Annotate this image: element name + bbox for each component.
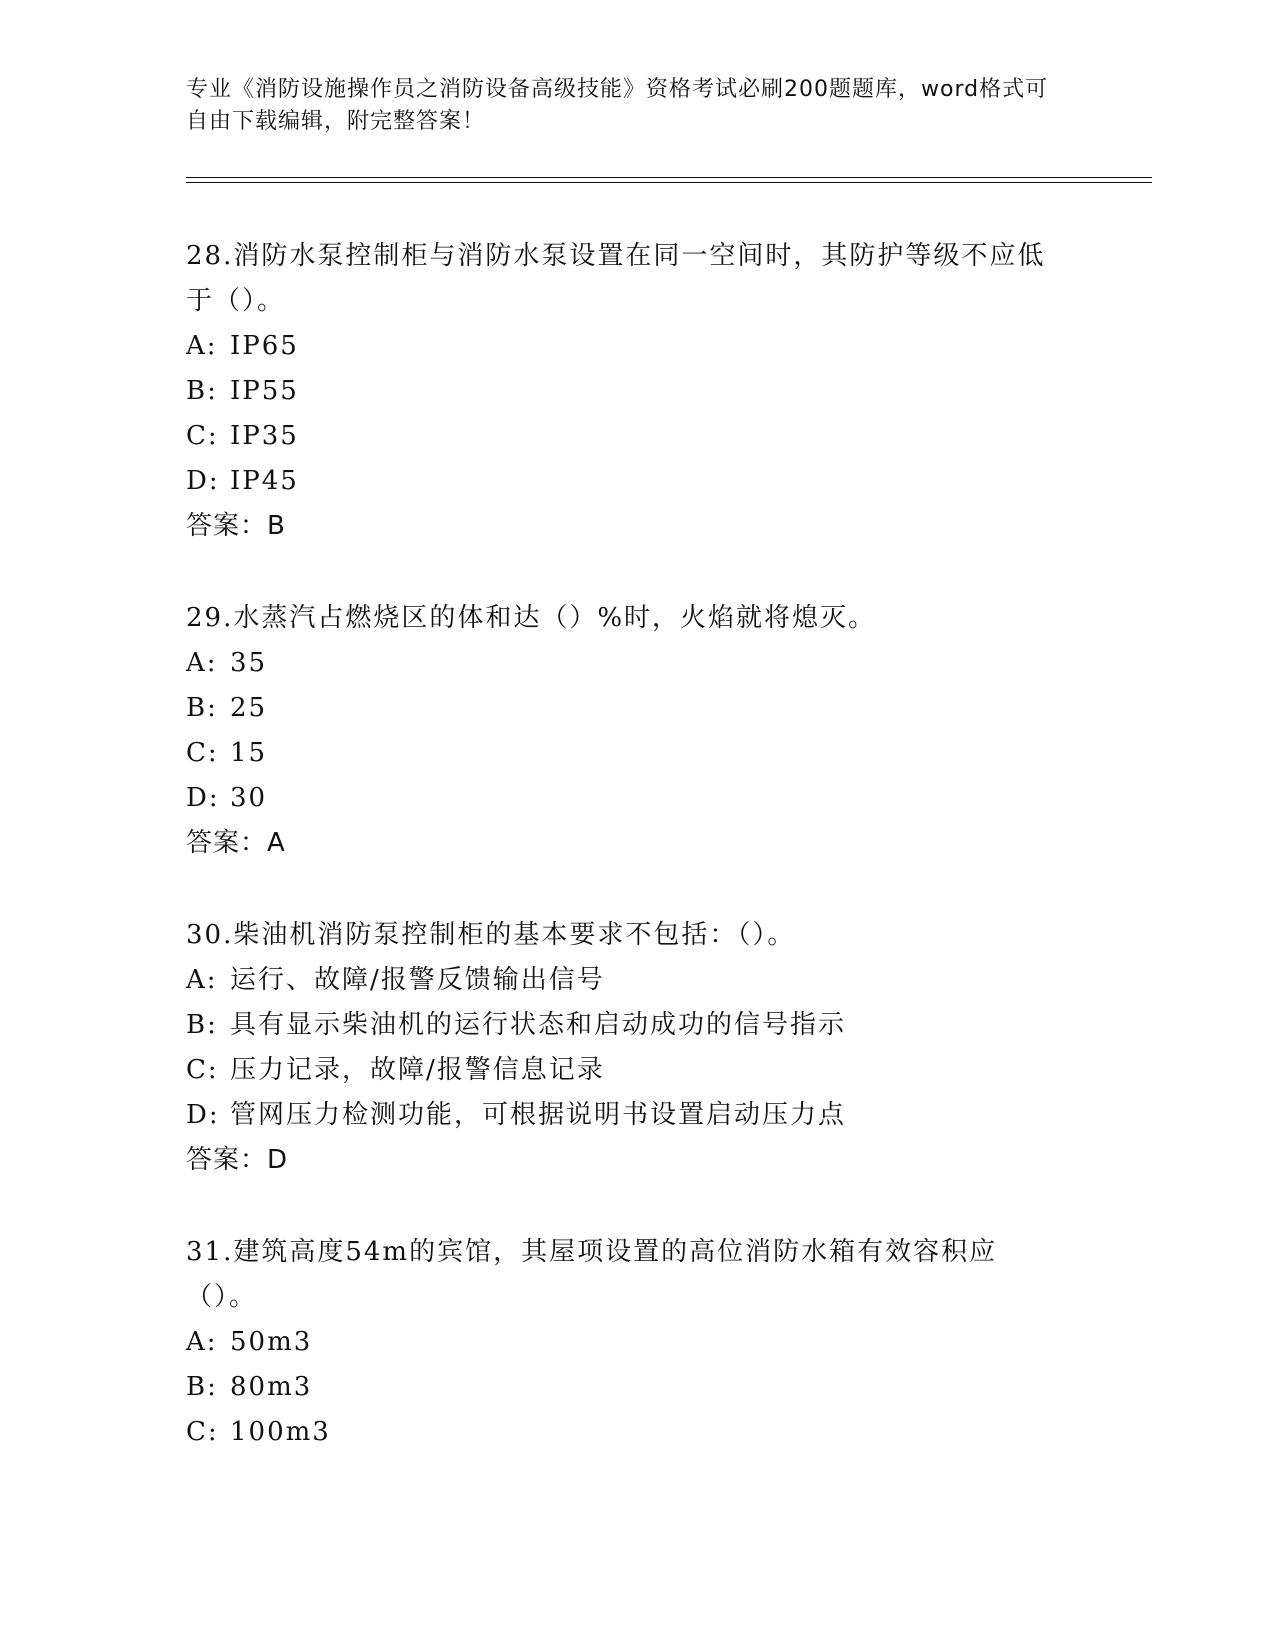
answer-value: B [267, 511, 286, 541]
option-c [186, 1048, 1086, 1093]
option-text: IP45 [230, 466, 299, 496]
option-d [186, 1093, 1086, 1138]
option-b [186, 1003, 1086, 1048]
option-b [186, 369, 1086, 414]
option-letter: B: [186, 1372, 218, 1402]
option-text: 30 [230, 783, 268, 813]
option-a [186, 958, 1086, 1003]
option-text: 25 [230, 693, 268, 723]
header-divider-bottom [186, 182, 1152, 183]
option-a [186, 324, 1086, 369]
question-29 [186, 596, 1086, 866]
document-header: 专业《消防设施操作员之消防设备高级技能》资格考试必刷200题题库，word格式可自由下载编辑，附完整答案！ [186, 77, 1049, 134]
option-letter: C: [186, 1055, 219, 1085]
option-letter: C: [186, 1417, 219, 1447]
option-c [186, 1410, 1086, 1455]
option-letter: A: [186, 331, 218, 361]
answer-line [186, 504, 1086, 549]
question-stem: 31.建筑高度54m的宾馆，其屋项设置的高位消防水箱有效容积应（）。 [186, 1237, 998, 1312]
question-28 [186, 234, 1086, 549]
answer-line [186, 1138, 1086, 1183]
question-31 [186, 1230, 1086, 1455]
option-c [186, 731, 1086, 776]
question-stem: 30.柴油机消防泵控制柜的基本要求不包括：（）。 [186, 920, 796, 950]
header-divider-top [186, 177, 1152, 178]
option-letter: C: [186, 738, 219, 768]
option-c [186, 414, 1086, 459]
option-text: 100m3 [230, 1417, 331, 1447]
question-stem: 29.水蒸汽占燃烧区的体和达（）%时，火焰就将熄灭。 [186, 603, 877, 633]
option-text: 80m3 [230, 1372, 313, 1402]
option-text: 具有显示柴油机的运行状态和启动成功的信号指示 [230, 1010, 847, 1040]
option-letter: B: [186, 376, 218, 406]
option-text: IP55 [230, 376, 299, 406]
option-b [186, 686, 1086, 731]
option-d [186, 776, 1086, 821]
option-text: 压力记录，故障/报警信息记录 [230, 1055, 605, 1085]
option-text: 运行、故障/报警反馈输出信号 [230, 965, 605, 995]
option-letter: A: [186, 965, 218, 995]
option-text: 管网压力检测功能，可根据说明书设置启动压力点 [230, 1100, 847, 1130]
option-text: 15 [230, 738, 268, 768]
option-letter: B: [186, 693, 218, 723]
answer-label: 答案： [186, 1145, 268, 1175]
answer-label: 答案： [186, 511, 268, 541]
option-b [186, 1365, 1086, 1410]
option-letter: D: [186, 1100, 220, 1130]
answer-value: A [267, 828, 286, 858]
option-letter: D: [186, 466, 220, 496]
option-letter: C: [186, 421, 219, 451]
option-text: IP65 [230, 331, 299, 361]
option-letter: A: [186, 648, 218, 678]
answer-line [186, 821, 1086, 866]
answer-label: 答案： [186, 828, 268, 858]
option-a [186, 641, 1086, 686]
option-text: IP35 [230, 421, 299, 451]
option-a [186, 1320, 1086, 1365]
question-stem: 28.消防水泵控制柜与消防水泵设置在同一空间时，其防护等级不应低于（）。 [186, 241, 1046, 316]
option-text: 35 [230, 648, 268, 678]
option-letter: A: [186, 1327, 218, 1357]
option-d [186, 459, 1086, 504]
question-list [186, 234, 1086, 1502]
answer-value: D [267, 1145, 289, 1175]
question-30 [186, 913, 1086, 1183]
option-letter: D: [186, 783, 220, 813]
option-text: 50m3 [230, 1327, 313, 1357]
option-letter: B: [186, 1010, 218, 1040]
